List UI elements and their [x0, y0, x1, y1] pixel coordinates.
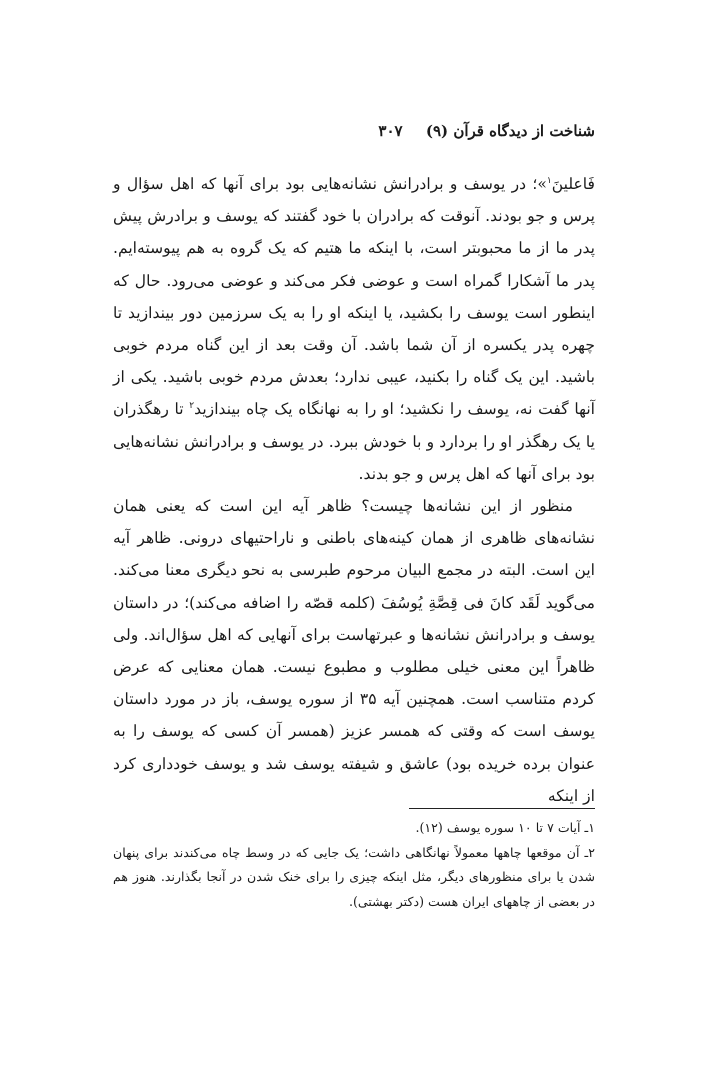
page-number: ۳۰۷: [378, 122, 403, 140]
footnote-divider: [409, 808, 595, 809]
footnote-marker-1: ۱: [546, 175, 552, 186]
paragraph-1-part-2: »؛ در یوسف و برادرانش نشانه‌هایی بود برای آنها که اهل سؤال و پرس و جو بودند. آنوقت که برادران با خود گفتند که یوسف و برادرش پیش پدر ما از ما محبوبتر است، با اینکه ما هتیم که یک گروه به هم پیوسته‌ایم. پدر ما آشکارا گمراه است و عوضی فکر می‌کند و عوضی می‌رود. حال که اینطور است یوسف را بکشید، یا اینکه او را به یک سرزمین دور بیندازید تا چهره پدر یکسره از آن شما باشد. آن وقت بعد از این گناه مردم خوبی باشید. این یک گناه را بکنید، عیبی ندارد؛ بعدش مردم خوبی باشید. یکی از آنها گفت نه، یوسف را نکشید؛ او را به نهانگاه یک چاه بیندازید: [113, 175, 596, 419]
paragraph-1: [113, 168, 595, 490]
footnote-1: ۱ـ آیات ۷ تا ۱۰ سوره یوسف (۱۲).: [415, 820, 595, 835]
body-text: [113, 168, 595, 812]
paragraph-2: منظور از این نشانه‌ها چیست؟ ظاهر آیه این است که یعنی همان نشانه‌های ظاهری از همان کینه‌های باطنی و ناراحتیهای درونی. ظاهر آیه این است. البته در مجمع البیان مرحوم طبرسی به نحو دیگری معنا می‌کند. می‌گوید لَقَد کانَ فی قِصَّةِ یُوسُفَ (کلمه قصّه را اضافه می‌کند)؛ در داستان یوسف و برادرانش نشانه‌ها و عبرتهاست برای آنهایی که اهل سؤال‌اند. ولی ظاهراً این معنی خیلی مطلوب و مطبوع نیست. همان معنایی که عرض کردم متناسب است. همچنین آیه ۳۵ از سوره یوسف، باز در مورد داستان یوسف است که وقتی که همسر عزیز (همسر آن کسی که یوسف را به عنوان برده خریده بود) عاشق و شیفته یوسف شد و یوسف خودداری کرد از اینکه: [113, 497, 595, 805]
footnotes: [113, 816, 595, 914]
header-title: شناخت از دیدگاه قرآن (۹): [425, 122, 595, 140]
footnote-2: ۲ـ آن موقعها چاهها معمولاً نهانگاهی داشت؛ یک جایی که در وسط چاه می‌کندند برای پنهان شدن یا برای منظورهای دیگر، مثل اینکه چیزی را برای خنک شدن در آنجا بگذارند. هنوز هم در بعضی از چاههای ایران هست (دکتر بهشتی).: [113, 844, 595, 909]
paragraph-1-part-3: تا رهگذران یا یک رهگذر او را بردارد و با خودش ببرد. در یوسف و برادرانش نشانه‌هایی بود برای آنها که اهل پرس و جو بدند.: [113, 400, 595, 483]
running-header: [113, 118, 595, 144]
footnote-marker-2: ۲: [189, 401, 195, 412]
paragraph-1-part-1: فَاعلینَ: [551, 175, 595, 193]
